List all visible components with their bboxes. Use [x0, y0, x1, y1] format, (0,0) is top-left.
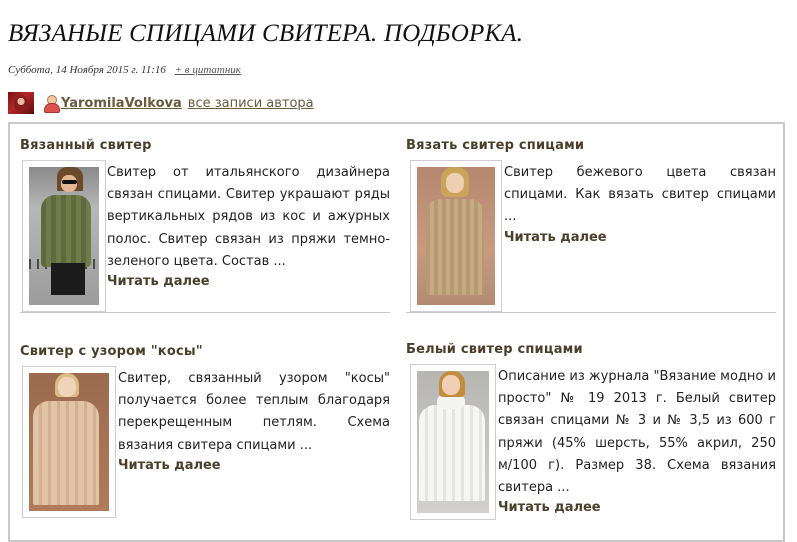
article-description: Описание из журнала "Вязание модно и просто" № 19 2013 г. Белый свитер связан спицами № 3 и № 3,5 из 600 г пряжи (45% шерсть, 55% акрил, 250 м/100 г). Размер 38. Схема вязания свитера ...: [498, 369, 776, 496]
photo-image: [29, 373, 109, 511]
author-row: [8, 92, 314, 114]
article-photo[interactable]: [410, 160, 502, 312]
article-photo[interactable]: [22, 160, 106, 312]
article-description: Свитер, связанный узором "косы" получается более теплым благодаря перекрещенным петлям. Схема вязания свитера спицами ...: [118, 371, 390, 453]
photo-image: [417, 167, 495, 305]
read-more-link[interactable]: Читать далее: [107, 274, 210, 289]
article-card: [406, 342, 776, 532]
article-title-link[interactable]: Вязать свитер спицами: [406, 138, 585, 153]
row-divider: [406, 312, 776, 313]
photo-image: [29, 167, 99, 305]
row-divider: [20, 312, 390, 313]
article-title-link[interactable]: Вязанный свитер: [20, 138, 152, 153]
author-name-link[interactable]: YaromilaVolkova: [61, 95, 182, 111]
article-card: [20, 344, 390, 524]
post-title: ВЯЗАНЫЕ СПИЦАМИ СВИТЕРА. ПОДБОРКА.: [8, 20, 524, 47]
all-posts-link[interactable]: все записи автора: [187, 95, 314, 111]
user-icon: [43, 95, 59, 111]
article-card: [406, 138, 776, 318]
articles-frame: [8, 122, 785, 542]
author-avatar[interactable]: [8, 92, 34, 114]
article-title-link[interactable]: Белый свитер спицами: [406, 342, 583, 357]
article-title-link[interactable]: Свитер с узором "косы": [20, 344, 203, 359]
post-date: Суббота, 14 Ноября 2015 г. 11:16: [8, 64, 166, 76]
article-description: Свитер от итальянского дизайнера связан спицами. Свитер украшают ряды вертикальных рядов из кос и ажурных полос. Свитер связан из пряжи темно-зеленого цвета. Состав ...: [107, 165, 390, 269]
post-meta: [8, 64, 241, 76]
article-card: [20, 138, 390, 318]
article-photo[interactable]: [410, 364, 496, 520]
add-to-quotes-link[interactable]: + в цитатник: [174, 64, 241, 76]
read-more-link[interactable]: Читать далее: [118, 458, 221, 473]
article-description: Свитер бежевого цвета связан спицами. Как вязать свитер спицами ...: [504, 165, 776, 225]
photo-image: [417, 371, 489, 513]
read-more-link[interactable]: Читать далее: [504, 230, 607, 245]
read-more-link[interactable]: Читать далее: [498, 500, 601, 515]
article-photo[interactable]: [22, 366, 116, 518]
